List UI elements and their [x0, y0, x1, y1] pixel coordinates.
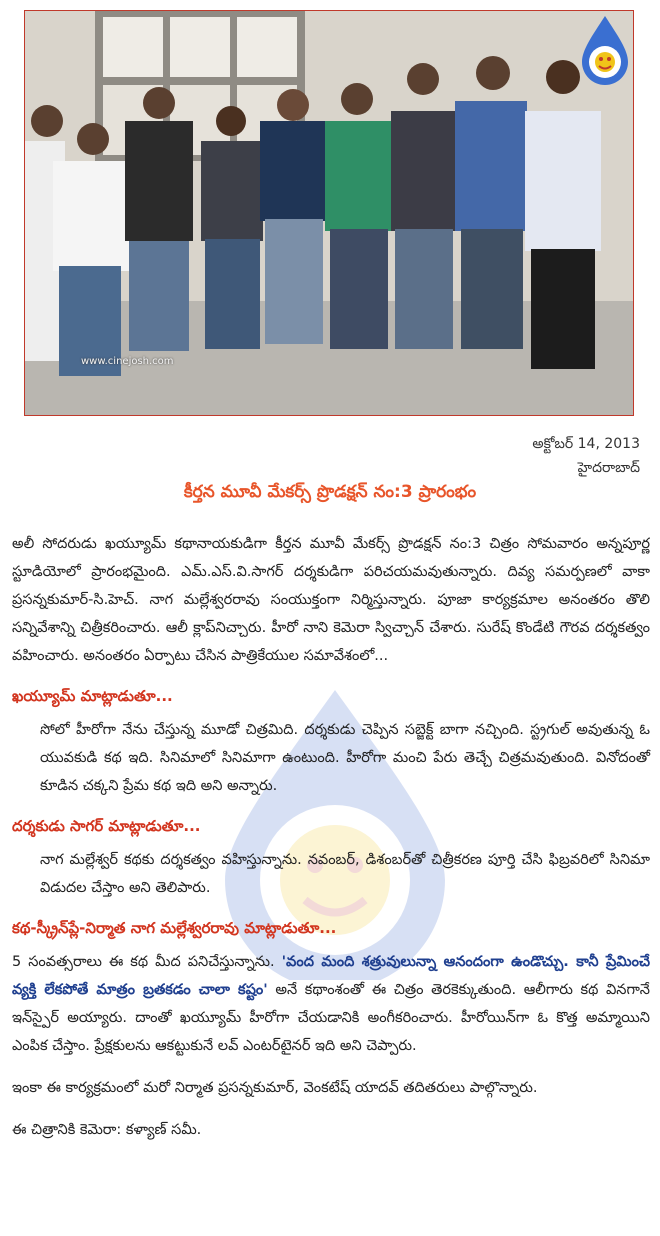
producer-quote: 'వంద మంది శత్రువులున్నా ఆనందంగా ఉండొచ్చు. కానీ ప్రేమించే వ్యక్తి లేకపోతే మాత్రం బ్రతకడం చాలా కష్టం' [12, 954, 650, 998]
producer-text-before: 5 సంవత్సరాలు ఈ కథ మీద పనిచేస్తున్నాను. [12, 954, 282, 970]
section-heading-producer: కథ-స్క్రీన్‌ప్లే-నిర్మాత నాగ మల్లేశ్వరరావు మాట్లాడుతూ... [12, 919, 337, 937]
photo-watermark: www.cinejosh.com [81, 356, 174, 367]
section-text-producer [12, 948, 650, 1060]
intro-paragraph: అలీ సోదరుడు ఖయ్యూమ్ కథానాయకుడిగా కీర్తన మూవీ మేకర్స్ ప్రొడక్షన్ నం:3 చిత్రం సోమవారం అన్నపూర్ణ స్టూడియోలో ప్రారంభమైంది. ఎమ్.ఎస్.వి.సాగర్ దర్శకుడిగా పరిచయమవుతున్నారు. దివ్య సమర్పణలో వాకా ప్రసన్నకుమార్-సి.హెచ్. నాగ మల్లేశ్వరరావు సంయుక్తంగా నిర్మిస్తున్నారు. పూజా కార్యక్రమాల అనంతరం తొలి సన్నివేశాన్ని చిత్రీకరించారు. ఆలీ క్లాప్‌నిచ్చారు. హీరో నాని కెమెరా స్విచ్చాన్ చేశారు. సురేష్ కొండేటి గౌరవ దర్శకత్వం వహించారు. అనంతరం ఏర్పాటు చేసిన పాత్రికేయుల సమావేశంలో... [12, 536, 650, 664]
cinejosh-drop-logo-icon [578, 14, 632, 86]
event-photo [24, 10, 634, 416]
section-heading-director: దర్శకుడు సాగర్ మాట్లాడుతూ... [12, 817, 201, 835]
article-date: అక్టోబర్ 14, 2013 [532, 436, 640, 452]
article-body [12, 530, 650, 1144]
closing-paragraph: ఇంకా ఈ కార్యక్రమంలో మరో నిర్మాత ప్రసన్నకుమార్, వెంకటేష్ యాదవ్ తదితరులు పాల్గొన్నారు. [12, 1080, 538, 1096]
section-text-khayyum: సోలో హీరోగా నేను చేస్తున్న మూడో చిత్రమిది. దర్శకుడు చెప్పిన సబ్జెక్ట్ బాగా నచ్చింది. స్ట్రగుల్ అవుతున్న ఓ యువకుడి కథ ఇది. సినిమాలో సినిమాగా ఉంటుంది. హీరోగా మంచి పేరు తెచ్చే చిత్రమవుతుంది. వినోదంతో కూడిన చక్కని ప్రేమ కథ ఇది అని అన్నారు. [40, 722, 650, 794]
producer-text-after: అనే కథాంశంతో ఈ చిత్రం తెరకెక్కుతుంది. ఆలీగారు కథ వినగానే ఇన్‌స్పైర్ అయ్యారు. దాంతో ఖయ్యూమ్ హీరోగా చేయడానికి అంగీకరించారు. హీరోయిన్‌గా ఓ కొత్త అమ్మాయిని ఎంపిక చేస్తాం. ప్రేక్షకులను ఆకట్టుకునే లవ్ ఎంటర్‌టైనర్ ఇది అని చెప్పారు. [12, 982, 650, 1054]
article-place: హైదరాబాద్ [577, 460, 640, 476]
article-headline: కీర్తన మూవీ మేకర్స్ ప్రొడక్షన్ నం:3 ప్రారంభం [183, 482, 477, 502]
section-heading-khayyum: ఖయ్యూమ్ మాట్లాడుతూ... [12, 687, 173, 705]
section-text-director: నాగ మల్లేశ్వర్ కథకు దర్శకత్వం వహిస్తున్నాను. నవంబర్, డిశంబర్‌తో చిత్రీకరణ పూర్తి చేసి ఫిబ్రవరిలో సినిమా విడుదల చేస్తాం అని తెలిపారు. [40, 852, 650, 896]
credits-paragraph: ఈ చిత్రానికి కెమెరా: కళ్యాణ్ సమీ. [12, 1122, 202, 1138]
